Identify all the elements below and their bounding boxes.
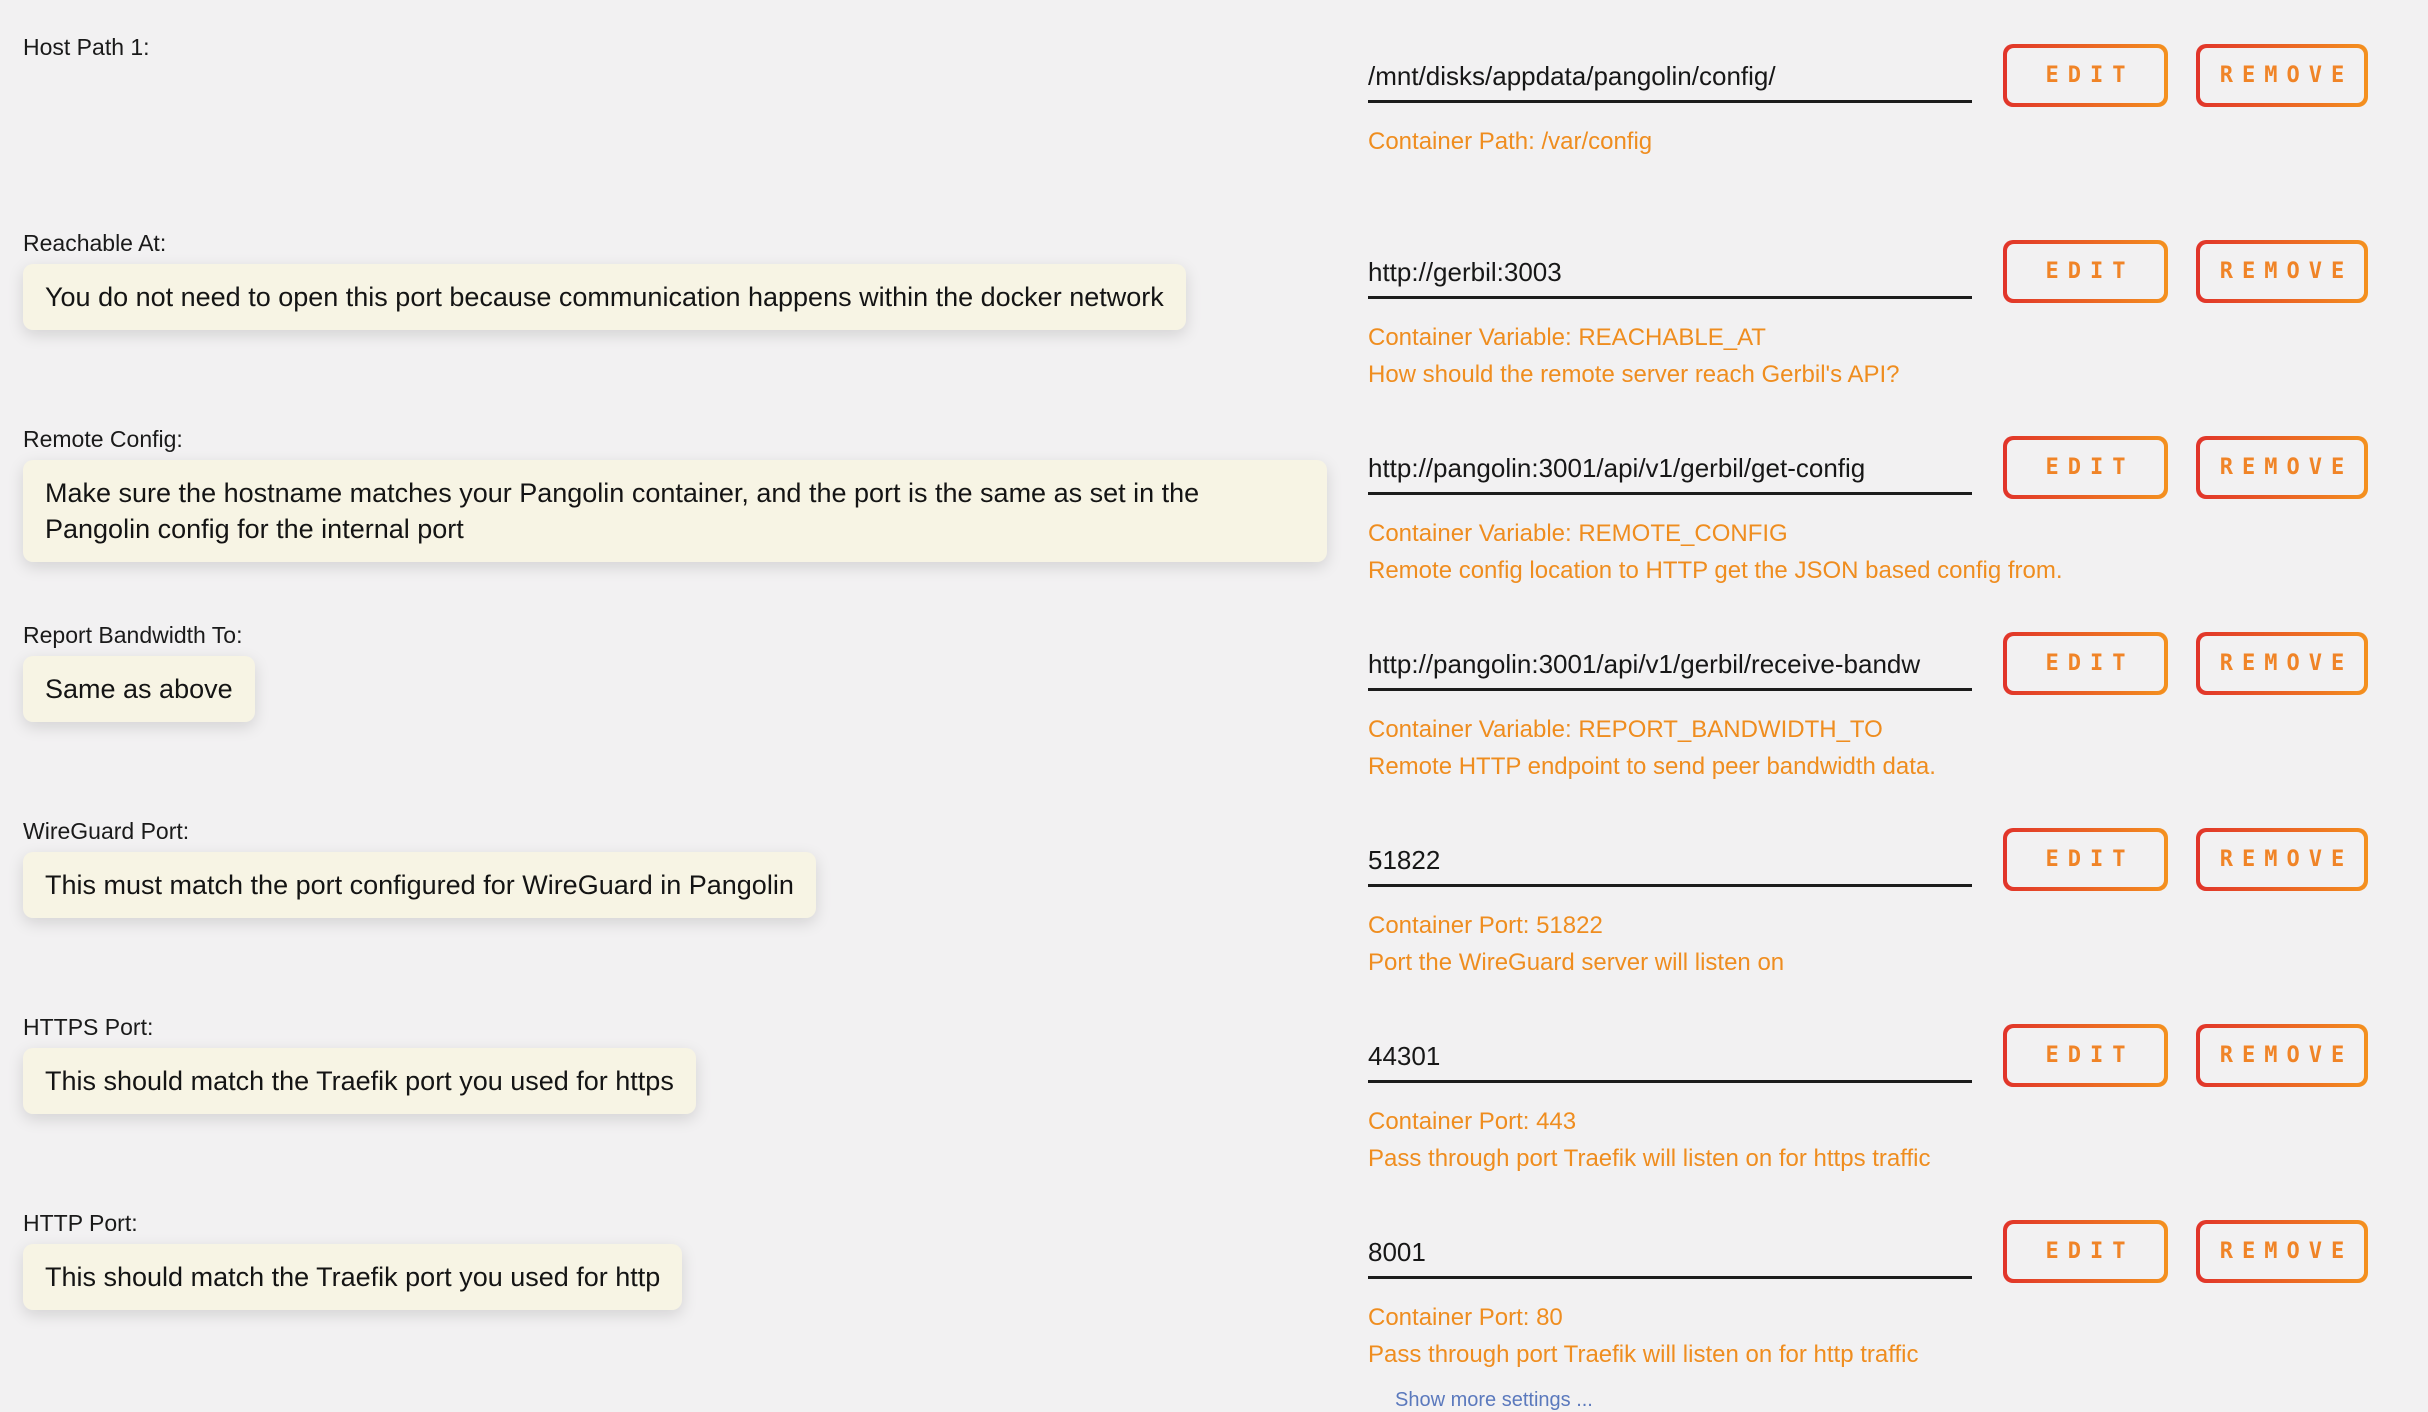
remove-button-label: REMOVE bbox=[2200, 440, 2364, 495]
value-input[interactable]: /mnt/disks/appdata/pangolin/config/ bbox=[1368, 60, 1972, 103]
meta-group bbox=[1368, 907, 1972, 981]
remove-button-label: REMOVE bbox=[2200, 636, 2364, 691]
row-value-area bbox=[1368, 1040, 1972, 1177]
meta-group bbox=[1368, 1103, 1972, 1177]
edit-button-label: EDIT bbox=[2007, 636, 2164, 691]
row-label: HTTP Port: bbox=[23, 1210, 138, 1236]
remove-button-label: REMOVE bbox=[2200, 832, 2364, 887]
meta-line: Container Path: /var/config bbox=[1368, 128, 1653, 155]
value-input[interactable]: http://gerbil:3003 bbox=[1368, 256, 1972, 299]
row-buttons bbox=[2003, 828, 2368, 891]
edit-button[interactable] bbox=[2003, 1024, 2168, 1087]
meta-group bbox=[1368, 711, 1972, 785]
row-label: Host Path 1: bbox=[23, 34, 150, 60]
edit-button[interactable] bbox=[2003, 436, 2168, 499]
remove-button-label: REMOVE bbox=[2200, 1028, 2364, 1083]
edit-button-label: EDIT bbox=[2007, 440, 2164, 495]
edit-button[interactable] bbox=[2003, 1220, 2168, 1283]
edit-button[interactable] bbox=[2003, 240, 2168, 303]
config-row bbox=[0, 612, 2428, 808]
config-row bbox=[0, 24, 2428, 220]
meta-group bbox=[1368, 515, 2063, 589]
meta-group bbox=[1368, 319, 1972, 393]
show-more-settings-link[interactable]: Show more settings ... bbox=[1395, 1389, 1593, 1411]
meta-line: Pass through port Traefik will listen on for https traffic bbox=[1368, 1145, 1931, 1172]
meta-line: Pass through port Traefik will listen on for http traffic bbox=[1368, 1341, 1919, 1368]
meta-line: Container Port: 51822 bbox=[1368, 912, 1603, 939]
row-buttons bbox=[2003, 1024, 2368, 1087]
remove-button[interactable] bbox=[2196, 1024, 2368, 1087]
edit-button-label: EDIT bbox=[2007, 244, 2164, 299]
row-label: Report Bandwidth To: bbox=[23, 622, 243, 648]
meta-line: Container Port: 443 bbox=[1368, 1108, 1577, 1135]
meta-line: Port the WireGuard server will listen on bbox=[1368, 949, 1785, 976]
row-value-area bbox=[1368, 844, 1972, 981]
edit-button-label: EDIT bbox=[2007, 832, 2164, 887]
row-value-area bbox=[1368, 60, 1972, 160]
remove-button-label: REMOVE bbox=[2200, 244, 2364, 299]
config-rows bbox=[0, 24, 2428, 1396]
meta-group bbox=[1368, 123, 1972, 160]
row-value-area bbox=[1368, 452, 2063, 589]
row-buttons bbox=[2003, 44, 2368, 107]
edit-button[interactable] bbox=[2003, 632, 2168, 695]
meta-group bbox=[1368, 1299, 1972, 1373]
edit-button-label: EDIT bbox=[2007, 1028, 2164, 1083]
row-buttons bbox=[2003, 1220, 2368, 1283]
edit-button-label: EDIT bbox=[2007, 48, 2164, 103]
row-buttons bbox=[2003, 436, 2368, 499]
row-buttons bbox=[2003, 240, 2368, 303]
meta-line: Remote HTTP endpoint to send peer bandwidth data. bbox=[1368, 753, 1936, 780]
row-help-tooltip: Same as above bbox=[23, 656, 255, 722]
edit-button[interactable] bbox=[2003, 828, 2168, 891]
config-row bbox=[0, 1200, 2428, 1396]
row-value-area bbox=[1368, 648, 1972, 785]
row-help-tooltip: This must match the port configured for WireGuard in Pangolin bbox=[23, 852, 816, 918]
config-row bbox=[0, 808, 2428, 1004]
row-label: Reachable At: bbox=[23, 230, 167, 256]
config-row bbox=[0, 220, 2428, 416]
config-row bbox=[0, 416, 2428, 612]
row-label: WireGuard Port: bbox=[23, 818, 190, 844]
row-label: HTTPS Port: bbox=[23, 1014, 154, 1040]
row-help-tooltip: Make sure the hostname matches your Pangolin container, and the port is the same as set in the Pangolin config for the internal port bbox=[23, 460, 1327, 562]
remove-button[interactable] bbox=[2196, 828, 2368, 891]
remove-button[interactable] bbox=[2196, 632, 2368, 695]
remove-button-label: REMOVE bbox=[2200, 1224, 2364, 1279]
meta-line: Container Variable: REMOTE_CONFIG bbox=[1368, 520, 1788, 547]
edit-button-label: EDIT bbox=[2007, 1224, 2164, 1279]
remove-button[interactable] bbox=[2196, 240, 2368, 303]
row-help-tooltip: This should match the Traefik port you used for http bbox=[23, 1244, 682, 1310]
value-input[interactable]: 8001 bbox=[1368, 1236, 1972, 1279]
value-input[interactable]: 44301 bbox=[1368, 1040, 1972, 1083]
meta-line: How should the remote server reach Gerbil's API? bbox=[1368, 361, 1900, 388]
value-input[interactable]: http://pangolin:3001/api/v1/gerbil/receive-bandw bbox=[1368, 648, 1972, 691]
row-buttons bbox=[2003, 632, 2368, 695]
row-help-tooltip: This should match the Traefik port you used for https bbox=[23, 1048, 696, 1114]
meta-line: Container Variable: REPORT_BANDWIDTH_TO bbox=[1368, 716, 1883, 743]
meta-line: Container Port: 80 bbox=[1368, 1304, 1563, 1331]
value-input[interactable]: 51822 bbox=[1368, 844, 1972, 887]
row-value-area bbox=[1368, 256, 1972, 393]
remove-button[interactable] bbox=[2196, 1220, 2368, 1283]
remove-button[interactable] bbox=[2196, 436, 2368, 499]
edit-button[interactable] bbox=[2003, 44, 2168, 107]
remove-button[interactable] bbox=[2196, 44, 2368, 107]
row-help-tooltip: You do not need to open this port because communication happens within the docker network bbox=[23, 264, 1186, 330]
row-value-area bbox=[1368, 1236, 1972, 1373]
remove-button-label: REMOVE bbox=[2200, 48, 2364, 103]
value-input[interactable]: http://pangolin:3001/api/v1/gerbil/get-config bbox=[1368, 452, 1972, 495]
row-label: Remote Config: bbox=[23, 426, 183, 452]
config-row bbox=[0, 1004, 2428, 1200]
meta-line: Remote config location to HTTP get the JSON based config from. bbox=[1368, 557, 2063, 584]
meta-line: Container Variable: REACHABLE_AT bbox=[1368, 324, 1766, 351]
